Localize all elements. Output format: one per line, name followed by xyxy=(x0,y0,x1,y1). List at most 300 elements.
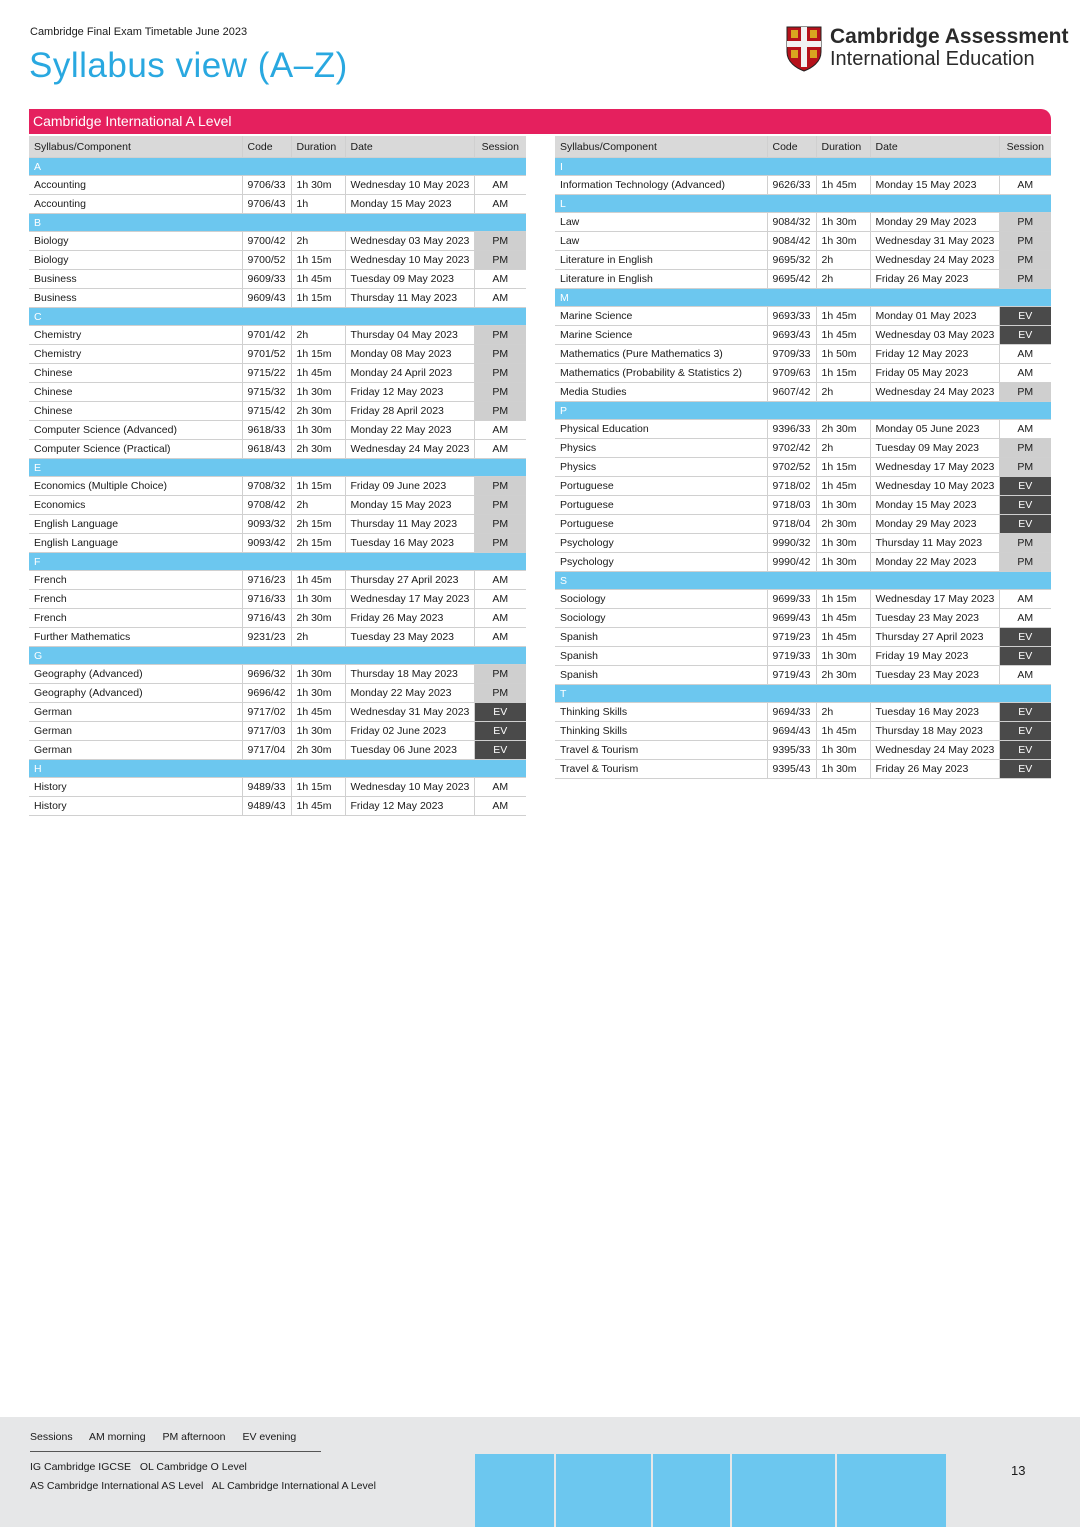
date-cell: Wednesday 17 May 2023 xyxy=(870,590,999,609)
date-cell: Friday 26 May 2023 xyxy=(870,270,999,289)
page-number: 13 xyxy=(1011,1463,1026,1478)
session-cell: PM xyxy=(999,534,1051,553)
table-row xyxy=(29,402,526,421)
section-letter: M xyxy=(555,289,1051,307)
table-row xyxy=(29,628,526,647)
duration-cell: 2h xyxy=(291,628,345,647)
duration-cell: 1h 30m xyxy=(291,722,345,741)
code-cell: 9093/32 xyxy=(242,515,291,534)
page-title: Syllabus view (A–Z) xyxy=(29,46,348,85)
duration-cell: 2h 30m xyxy=(291,609,345,628)
duration-cell: 1h 15m xyxy=(816,590,870,609)
table-row xyxy=(29,703,526,722)
syllabus-cell: Psychology xyxy=(555,553,767,572)
duration-cell: 2h xyxy=(816,270,870,289)
right-table-body xyxy=(555,158,1051,779)
col-code: Code xyxy=(242,136,291,158)
table-row xyxy=(555,703,1051,722)
letter-section-row xyxy=(555,289,1051,307)
duration-cell: 1h 30m xyxy=(816,760,870,779)
date-cell: Tuesday 23 May 2023 xyxy=(345,628,474,647)
duration-cell: 1h 30m xyxy=(291,665,345,684)
date-cell: Friday 12 May 2023 xyxy=(345,797,474,816)
date-cell: Tuesday 16 May 2023 xyxy=(345,534,474,553)
date-cell: Thursday 04 May 2023 xyxy=(345,326,474,345)
code-cell: 9709/63 xyxy=(767,364,816,383)
table-row xyxy=(555,213,1051,232)
section-letter: F xyxy=(29,553,526,571)
letter-section-row xyxy=(555,685,1051,703)
code-cell: 9700/42 xyxy=(242,232,291,251)
table-row xyxy=(555,515,1051,534)
footer xyxy=(0,1417,1080,1527)
duration-cell: 1h 50m xyxy=(816,345,870,364)
table-row xyxy=(555,628,1051,647)
code-cell: 9717/02 xyxy=(242,703,291,722)
syllabus-cell: Physical Education xyxy=(555,420,767,439)
session-cell: AM xyxy=(999,420,1051,439)
session-cell: PM xyxy=(474,515,526,534)
table-row xyxy=(29,477,526,496)
session-cell: EV xyxy=(474,722,526,741)
section-letter: L xyxy=(555,195,1051,213)
date-cell: Tuesday 23 May 2023 xyxy=(870,666,999,685)
syllabus-cell: Computer Science (Practical) xyxy=(29,440,242,459)
duration-cell: 2h 30m xyxy=(816,515,870,534)
session-cell: AM xyxy=(474,270,526,289)
date-cell: Wednesday 10 May 2023 xyxy=(345,778,474,797)
syllabus-cell: Chinese xyxy=(29,383,242,402)
session-cell: EV xyxy=(999,628,1051,647)
date-cell: Friday 12 May 2023 xyxy=(870,345,999,364)
session-cell: AM xyxy=(474,289,526,308)
table-row xyxy=(29,722,526,741)
syllabus-cell: Further Mathematics xyxy=(29,628,242,647)
date-cell: Thursday 11 May 2023 xyxy=(345,515,474,534)
session-cell: PM xyxy=(999,383,1051,402)
syllabus-cell: Biology xyxy=(29,251,242,270)
key-ol: OL Cambridge O Level xyxy=(139,1461,247,1473)
duration-cell: 1h 30m xyxy=(291,176,345,195)
table-row xyxy=(29,665,526,684)
session-cell: EV xyxy=(999,477,1051,496)
table-row xyxy=(29,270,526,289)
table-row xyxy=(29,345,526,364)
session-cell: AM xyxy=(474,778,526,797)
col-date: Date xyxy=(870,136,999,158)
code-cell: 9718/02 xyxy=(767,477,816,496)
date-cell: Tuesday 09 May 2023 xyxy=(345,270,474,289)
table-row xyxy=(555,647,1051,666)
duration-cell: 2h xyxy=(291,232,345,251)
nav-tab[interactable] xyxy=(651,1454,730,1527)
session-cell: AM xyxy=(474,195,526,214)
session-cell: AM xyxy=(474,590,526,609)
date-cell: Monday 05 June 2023 xyxy=(870,420,999,439)
syllabus-cell: Travel & Tourism xyxy=(555,741,767,760)
duration-cell: 1h 30m xyxy=(816,232,870,251)
syllabus-cell: Portuguese xyxy=(555,496,767,515)
syllabus-cell: Psychology xyxy=(555,534,767,553)
session-cell: PM xyxy=(999,213,1051,232)
duration-cell: 2h 15m xyxy=(291,534,345,553)
document-label: Cambridge Final Exam Timetable June 2023 xyxy=(30,26,248,38)
code-cell: 9693/33 xyxy=(767,307,816,326)
code-cell: 9694/33 xyxy=(767,703,816,722)
syllabus-cell: Spanish xyxy=(555,647,767,666)
date-cell: Monday 15 May 2023 xyxy=(345,195,474,214)
table-row xyxy=(29,440,526,459)
table-row xyxy=(555,477,1051,496)
letter-section-row xyxy=(29,553,526,571)
section-letter: G xyxy=(29,647,526,665)
session-cell: PM xyxy=(474,496,526,515)
section-letter: B xyxy=(29,214,526,232)
code-cell: 9715/32 xyxy=(242,383,291,402)
duration-cell: 2h xyxy=(816,383,870,402)
table-row xyxy=(29,383,526,402)
session-am: AM morning xyxy=(88,1431,146,1443)
session-cell: PM xyxy=(474,251,526,270)
code-cell: 9716/43 xyxy=(242,609,291,628)
session-cell: EV xyxy=(999,722,1051,741)
table-row xyxy=(29,571,526,590)
sessions-label: Sessions xyxy=(30,1431,73,1443)
section-letter: P xyxy=(555,402,1051,420)
code-cell: 9084/32 xyxy=(767,213,816,232)
table-row xyxy=(555,307,1051,326)
code-cell: 9618/33 xyxy=(242,421,291,440)
session-cell: EV xyxy=(999,647,1051,666)
date-cell: Monday 08 May 2023 xyxy=(345,345,474,364)
duration-cell: 1h 30m xyxy=(816,496,870,515)
code-cell: 9489/33 xyxy=(242,778,291,797)
session-cell: PM xyxy=(999,270,1051,289)
date-cell: Wednesday 03 May 2023 xyxy=(870,326,999,345)
section-letter: E xyxy=(29,459,526,477)
duration-cell: 1h 45m xyxy=(816,307,870,326)
date-cell: Friday 26 May 2023 xyxy=(345,609,474,628)
session-cell: AM xyxy=(999,609,1051,628)
duration-cell: 1h 45m xyxy=(816,628,870,647)
table-row xyxy=(555,439,1051,458)
session-pm: PM afternoon xyxy=(162,1431,226,1443)
table-row xyxy=(555,722,1051,741)
table-header xyxy=(555,136,1051,158)
code-cell: 9717/04 xyxy=(242,741,291,760)
session-cell: PM xyxy=(474,345,526,364)
code-cell: 9715/42 xyxy=(242,402,291,421)
letter-section-row xyxy=(555,158,1051,176)
letter-section-row xyxy=(29,308,526,326)
syllabus-cell: Sociology xyxy=(555,590,767,609)
duration-cell: 1h 15m xyxy=(291,289,345,308)
nav-tab[interactable] xyxy=(730,1454,835,1527)
duration-cell: 1h 15m xyxy=(291,477,345,496)
session-cell: AM xyxy=(999,364,1051,383)
table-row xyxy=(555,553,1051,572)
session-cell: AM xyxy=(474,797,526,816)
session-cell: PM xyxy=(999,251,1051,270)
syllabus-cell: Economics xyxy=(29,496,242,515)
code-cell: 9084/42 xyxy=(767,232,816,251)
session-cell: EV xyxy=(474,741,526,760)
syllabus-cell: Sociology xyxy=(555,609,767,628)
date-cell: Wednesday 10 May 2023 xyxy=(345,251,474,270)
date-cell: Monday 22 May 2023 xyxy=(870,553,999,572)
col-duration: Duration xyxy=(291,136,345,158)
session-cell: AM xyxy=(999,176,1051,195)
syllabus-cell: Mathematics (Pure Mathematics 3) xyxy=(555,345,767,364)
table-row xyxy=(555,666,1051,685)
code-cell: 9708/42 xyxy=(242,496,291,515)
duration-cell: 2h xyxy=(291,496,345,515)
syllabus-cell: Chinese xyxy=(29,364,242,383)
date-cell: Tuesday 16 May 2023 xyxy=(870,703,999,722)
code-cell: 9609/43 xyxy=(242,289,291,308)
code-cell: 9718/03 xyxy=(767,496,816,515)
col-duration: Duration xyxy=(816,136,870,158)
date-cell: Tuesday 06 June 2023 xyxy=(345,741,474,760)
syllabus-cell: German xyxy=(29,722,242,741)
date-cell: Friday 09 June 2023 xyxy=(345,477,474,496)
col-session: Session xyxy=(474,136,526,158)
letter-section-row xyxy=(29,459,526,477)
key-al: AL Cambridge International A Level xyxy=(211,1480,376,1492)
duration-cell: 1h 30m xyxy=(816,553,870,572)
table-row xyxy=(29,684,526,703)
code-cell: 9715/22 xyxy=(242,364,291,383)
syllabus-cell: Physics xyxy=(555,458,767,477)
session-cell: AM xyxy=(999,590,1051,609)
syllabus-cell: Marine Science xyxy=(555,326,767,345)
table-row xyxy=(29,289,526,308)
col-syllabus: Syllabus/Component xyxy=(555,136,767,158)
code-cell: 9706/33 xyxy=(242,176,291,195)
syllabus-cell: English Language xyxy=(29,515,242,534)
letter-section-row xyxy=(555,195,1051,213)
session-cell: EV xyxy=(999,326,1051,345)
session-cell: EV xyxy=(999,307,1051,326)
syllabus-cell: Economics (Multiple Choice) xyxy=(29,477,242,496)
duration-cell: 1h 45m xyxy=(816,477,870,496)
code-cell: 9700/52 xyxy=(242,251,291,270)
date-cell: Monday 29 May 2023 xyxy=(870,515,999,534)
qualification-key-2 xyxy=(30,1480,382,1492)
session-cell: PM xyxy=(999,553,1051,572)
duration-cell: 1h 45m xyxy=(816,326,870,345)
date-cell: Thursday 18 May 2023 xyxy=(345,665,474,684)
code-cell: 9719/33 xyxy=(767,647,816,666)
table-row xyxy=(29,364,526,383)
duration-cell: 1h 30m xyxy=(816,647,870,666)
syllabus-cell: French xyxy=(29,609,242,628)
left-table-body xyxy=(29,158,526,816)
date-cell: Friday 26 May 2023 xyxy=(870,760,999,779)
section-letter: H xyxy=(29,760,526,778)
section-letter: T xyxy=(555,685,1051,703)
duration-cell: 1h 30m xyxy=(291,684,345,703)
syllabus-cell: Information Technology (Advanced) xyxy=(555,176,767,195)
session-cell: PM xyxy=(474,232,526,251)
syllabus-cell: Accounting xyxy=(29,195,242,214)
table-row xyxy=(555,232,1051,251)
code-cell: 9395/33 xyxy=(767,741,816,760)
session-ev: EV evening xyxy=(242,1431,297,1443)
section-letter: I xyxy=(555,158,1051,176)
code-cell: 9706/43 xyxy=(242,195,291,214)
duration-cell: 1h 45m xyxy=(291,364,345,383)
syllabus-cell: Portuguese xyxy=(555,477,767,496)
crest-icon xyxy=(786,26,822,72)
syllabus-cell: French xyxy=(29,590,242,609)
date-cell: Thursday 11 May 2023 xyxy=(870,534,999,553)
nav-tab[interactable] xyxy=(554,1454,651,1527)
code-cell: 9607/42 xyxy=(767,383,816,402)
session-cell: AM xyxy=(999,345,1051,364)
code-cell: 9701/52 xyxy=(242,345,291,364)
session-cell: AM xyxy=(474,571,526,590)
syllabus-cell: Spanish xyxy=(555,628,767,647)
syllabus-cell: Accounting xyxy=(29,176,242,195)
table-row xyxy=(555,383,1051,402)
code-cell: 9609/33 xyxy=(242,270,291,289)
date-cell: Friday 02 June 2023 xyxy=(345,722,474,741)
table-row xyxy=(555,534,1051,553)
session-cell: EV xyxy=(474,703,526,722)
letter-section-row xyxy=(29,760,526,778)
date-cell: Friday 12 May 2023 xyxy=(345,383,474,402)
table-row xyxy=(555,270,1051,289)
left-timetable xyxy=(29,136,526,816)
syllabus-cell: History xyxy=(29,797,242,816)
date-cell: Thursday 11 May 2023 xyxy=(345,289,474,308)
right-timetable xyxy=(555,136,1051,779)
session-cell: EV xyxy=(999,703,1051,722)
date-cell: Wednesday 24 May 2023 xyxy=(870,251,999,270)
code-cell: 9719/43 xyxy=(767,666,816,685)
table-row xyxy=(29,421,526,440)
duration-cell: 1h 30m xyxy=(291,421,345,440)
qualification-key-1 xyxy=(30,1461,253,1473)
date-cell: Friday 28 April 2023 xyxy=(345,402,474,421)
qualification-bar: Cambridge International A Level xyxy=(29,109,1051,134)
nav-tab[interactable] xyxy=(473,1454,554,1527)
duration-cell: 1h 30m xyxy=(291,590,345,609)
table-row xyxy=(29,590,526,609)
date-cell: Wednesday 24 May 2023 xyxy=(870,383,999,402)
code-cell: 9719/23 xyxy=(767,628,816,647)
table-row xyxy=(29,232,526,251)
col-date: Date xyxy=(345,136,474,158)
code-cell: 9231/23 xyxy=(242,628,291,647)
date-cell: Thursday 18 May 2023 xyxy=(870,722,999,741)
date-cell: Monday 15 May 2023 xyxy=(345,496,474,515)
syllabus-cell: Thinking Skills xyxy=(555,722,767,741)
logo-line-2: International Education xyxy=(830,48,1035,70)
duration-cell: 1h xyxy=(291,195,345,214)
duration-cell: 1h 30m xyxy=(816,534,870,553)
date-cell: Thursday 27 April 2023 xyxy=(870,628,999,647)
syllabus-cell: Spanish xyxy=(555,666,767,685)
syllabus-cell: English Language xyxy=(29,534,242,553)
duration-cell: 1h 15m xyxy=(291,345,345,364)
table-header xyxy=(29,136,526,158)
table-row xyxy=(29,496,526,515)
code-cell: 9990/42 xyxy=(767,553,816,572)
table-row xyxy=(29,609,526,628)
date-cell: Wednesday 17 May 2023 xyxy=(870,458,999,477)
duration-cell: 2h 30m xyxy=(816,666,870,685)
table-row xyxy=(555,458,1051,477)
code-cell: 9709/33 xyxy=(767,345,816,364)
col-session: Session xyxy=(999,136,1051,158)
code-cell: 9695/32 xyxy=(767,251,816,270)
syllabus-cell: Literature in English xyxy=(555,251,767,270)
duration-cell: 1h 15m xyxy=(291,251,345,270)
session-cell: EV xyxy=(999,515,1051,534)
session-cell: PM xyxy=(474,477,526,496)
code-cell: 9718/04 xyxy=(767,515,816,534)
table-row xyxy=(29,534,526,553)
code-cell: 9695/42 xyxy=(767,270,816,289)
code-cell: 9702/42 xyxy=(767,439,816,458)
session-cell: PM xyxy=(999,458,1051,477)
code-cell: 9618/43 xyxy=(242,440,291,459)
date-cell: Monday 15 May 2023 xyxy=(870,496,999,515)
syllabus-cell: Computer Science (Advanced) xyxy=(29,421,242,440)
table-row xyxy=(29,251,526,270)
duration-cell: 2h 30m xyxy=(291,402,345,421)
duration-cell: 1h 30m xyxy=(816,741,870,760)
table-row xyxy=(29,778,526,797)
letter-section-row xyxy=(29,647,526,665)
date-cell: Monday 15 May 2023 xyxy=(870,176,999,195)
date-cell: Wednesday 17 May 2023 xyxy=(345,590,474,609)
duration-cell: 1h 45m xyxy=(291,797,345,816)
nav-tab[interactable] xyxy=(835,1454,946,1527)
syllabus-cell: Mathematics (Probability & Statistics 2) xyxy=(555,364,767,383)
duration-cell: 1h 45m xyxy=(816,609,870,628)
table-row xyxy=(29,195,526,214)
code-cell: 9702/52 xyxy=(767,458,816,477)
session-cell: PM xyxy=(474,665,526,684)
code-cell: 9716/33 xyxy=(242,590,291,609)
syllabus-cell: Biology xyxy=(29,232,242,251)
date-cell: Monday 01 May 2023 xyxy=(870,307,999,326)
code-cell: 9693/43 xyxy=(767,326,816,345)
table-row xyxy=(555,420,1051,439)
table-row xyxy=(555,345,1051,364)
syllabus-cell: German xyxy=(29,741,242,760)
table-row xyxy=(555,364,1051,383)
duration-cell: 2h 15m xyxy=(291,515,345,534)
section-letter: A xyxy=(29,158,526,176)
syllabus-cell: Literature in English xyxy=(555,270,767,289)
duration-cell: 1h 30m xyxy=(291,383,345,402)
col-code: Code xyxy=(767,136,816,158)
syllabus-cell: Marine Science xyxy=(555,307,767,326)
table-row xyxy=(29,326,526,345)
syllabus-cell: Geography (Advanced) xyxy=(29,665,242,684)
code-cell: 9699/43 xyxy=(767,609,816,628)
session-cell: PM xyxy=(474,684,526,703)
date-cell: Wednesday 31 May 2023 xyxy=(345,703,474,722)
duration-cell: 1h 45m xyxy=(291,571,345,590)
duration-cell: 1h 45m xyxy=(816,722,870,741)
code-cell: 9626/33 xyxy=(767,176,816,195)
session-cell: AM xyxy=(474,628,526,647)
